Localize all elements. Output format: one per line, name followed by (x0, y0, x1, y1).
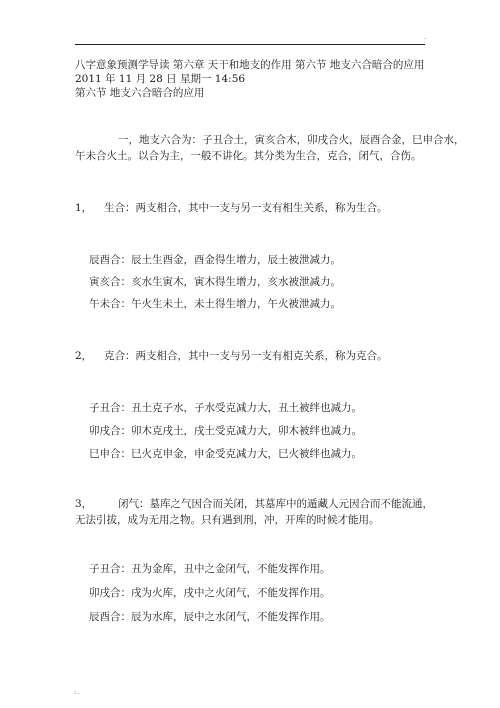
section-number: 1， (75, 202, 93, 214)
header-mark: . (424, 34, 426, 41)
title-line: 八字意象预测学导读 第六章 天干和地支的作用 第六节 地支六合暗合的应用 (75, 59, 425, 71)
section-heading: 克合：两支相合，其中一支与另一支有相克关系，称为克合。 (104, 350, 388, 362)
date-line: 2011 年 11 月 28 日 星期一 14:56 (75, 73, 246, 85)
section-number: 3， (75, 498, 93, 510)
section-heading: 闭气：墓库之气因合而关闭，其墓库中的遁藏人元因合而不能流通， (118, 498, 433, 510)
list-item: 辰酉合：辰为水库，辰中之水闭气，不能发挥作用。 (89, 611, 331, 623)
section-heading: 生合：两支相合，其中一支与另一支有相生关系，称为生合。 (104, 202, 388, 214)
footer-mark: : . (74, 689, 80, 696)
list-item: 辰酉合：辰土生酉金，酉金得生增力，辰土被泄减力。 (89, 254, 341, 266)
intro-line-1: 一，地支六合为：子丑合土，寅亥合木，卯戌合火，辰酉合金，巳申合水， (118, 134, 465, 146)
list-item: 寅亥合：亥水生寅木，寅木得生增力，亥水被泄减力。 (89, 276, 341, 288)
list-item: 午未合：午火生未土，未土得生增力，午火被泄减力。 (89, 298, 341, 310)
intro-line-2: 午未合火土。以合为主，一般不讲化。其分类为生合，克合，闭气，合伤。 (75, 150, 422, 162)
list-item: 卯戌合：戌为火库，戌中之火闭气，不能发挥作用。 (89, 587, 331, 599)
list-item: 巳申合：巳火克申金，申金受克减力大，巳火被绊也减力。 (89, 448, 362, 460)
header-rule (75, 44, 425, 45)
list-item: 子丑合：丑土克子水，子水受克减力大，丑土被绊也减力。 (89, 402, 362, 414)
list-item: 卯戌合：卯木克戌土，戌土受克减力大，卯木被绊也减力。 (89, 425, 362, 437)
section-number: 2， (75, 350, 93, 362)
section-title: 第六节 地支六合暗合的应用 (75, 87, 205, 99)
section-heading-cont: 无法引拔，成为无用之物。只有遇到刑，冲，开库的时候才能用。 (75, 514, 380, 526)
list-item: 子丑合：丑为金库，丑中之金闭气，不能发挥作用。 (89, 563, 331, 575)
